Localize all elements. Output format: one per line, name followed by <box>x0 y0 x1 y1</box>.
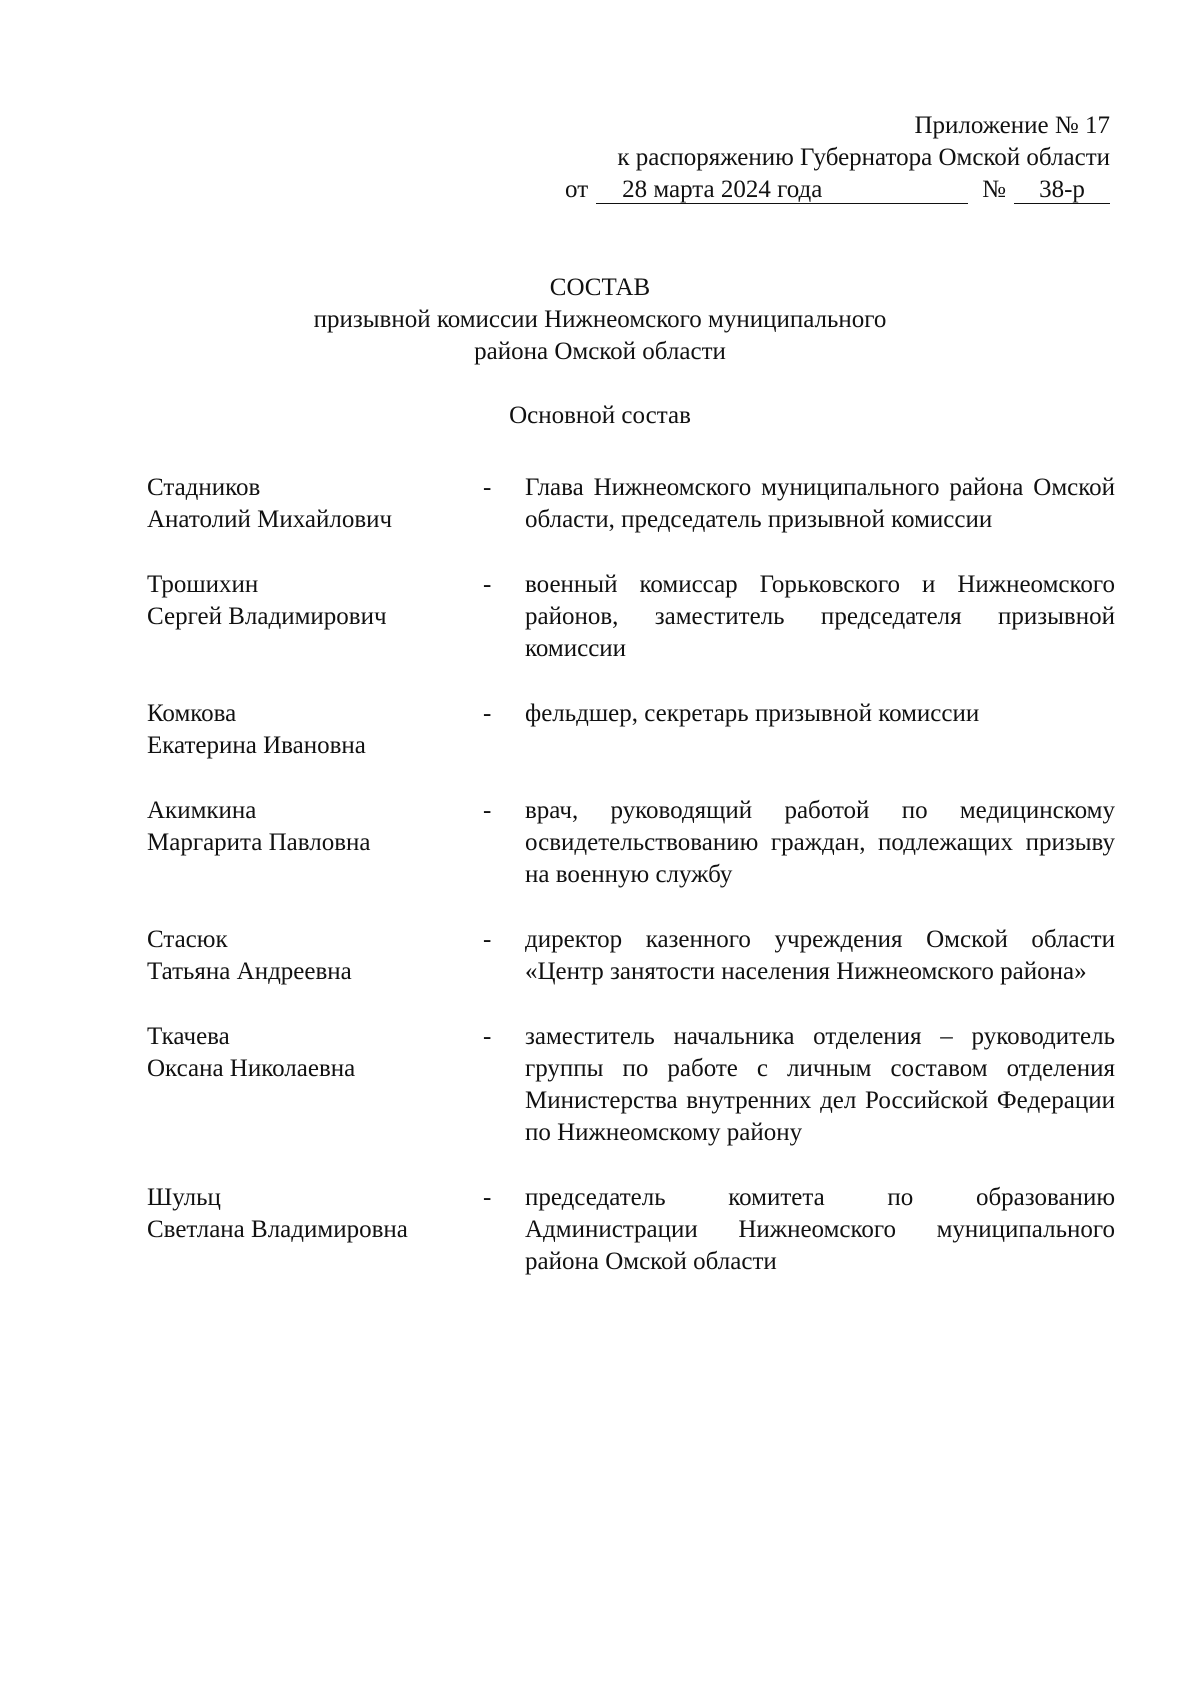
member-given-names: Светлана Владимировна <box>147 1216 408 1243</box>
member-surname: Стадников <box>147 474 261 501</box>
order-number: 38-р <box>1014 177 1110 204</box>
number-sign: № <box>982 176 1006 203</box>
order-date: 28 марта 2024 года <box>596 177 968 204</box>
member-dash: - <box>483 926 492 953</box>
member-row <box>147 924 1115 988</box>
member-name <box>147 472 477 536</box>
member-role: врач, руководящий работой по медицинскому освидетельствованию граждан, подлежащих призыву на военную службу <box>525 797 1115 888</box>
member-surname: Акимкина <box>147 797 257 824</box>
member-dash: - <box>483 797 492 824</box>
member-surname: Шульц <box>147 1184 221 1211</box>
appendix-header <box>510 110 1110 206</box>
member-name <box>147 924 477 988</box>
member-surname: Комкова <box>147 700 237 727</box>
member-surname: Стасюк <box>147 926 228 953</box>
member-row <box>147 1021 1115 1149</box>
title-line-1: призывной комиссии Нижнеомского муниципального <box>313 306 887 333</box>
member-given-names: Екатерина Ивановна <box>147 732 366 759</box>
member-dash: - <box>483 700 492 727</box>
member-role: военный комиссар Горьковского и Нижнеомского районов, заместитель председателя призывной комиссии <box>525 571 1115 662</box>
title-line-2: района Омской области <box>474 338 726 365</box>
member-row <box>147 472 1115 536</box>
member-given-names: Маргарита Павловна <box>147 829 371 856</box>
member-dash: - <box>483 1184 492 1211</box>
member-row <box>147 698 1107 762</box>
member-surname: Трошихин <box>147 571 259 598</box>
member-role: Глава Нижнеомского муниципального района Омской области, председатель призывной комиссии <box>525 474 1115 533</box>
member-name <box>147 1021 477 1085</box>
member-dash: - <box>483 1023 492 1050</box>
member-role: заместитель начальника отделения – руководитель группы по работе с личным составом отделения Министерства внутренних дел Российской Федерации по Нижнеомскому району <box>525 1023 1115 1146</box>
order-date-number-line <box>510 174 1110 206</box>
appendix-number: Приложение № 17 <box>914 112 1110 139</box>
member-name <box>147 1182 477 1246</box>
member-dash: - <box>483 571 492 598</box>
member-role: председатель комитета по образованию Администрации Нижнеомского муниципального района Омской области <box>525 1184 1115 1275</box>
section-heading: Основной состав <box>509 402 691 429</box>
members-list <box>147 472 1115 1278</box>
date-prefix: от <box>565 176 589 203</box>
member-name <box>147 698 477 762</box>
member-row <box>147 1182 1115 1278</box>
document-title <box>0 272 1200 368</box>
member-name <box>147 795 477 859</box>
member-row <box>147 569 1115 665</box>
member-name <box>147 569 477 633</box>
member-role: директор казенного учреждения Омской области «Центр занятости населения Нижнеомского района» <box>525 926 1115 985</box>
member-row <box>147 795 1115 891</box>
member-given-names: Анатолий Михайлович <box>147 506 393 533</box>
title-main: СОСТАВ <box>549 274 651 301</box>
member-dash: - <box>483 474 492 501</box>
member-surname: Ткачева <box>147 1023 230 1050</box>
member-given-names: Татьяна Андреевна <box>147 958 352 985</box>
member-given-names: Сергей Владимирович <box>147 603 387 630</box>
member-given-names: Оксана Николаевна <box>147 1055 356 1082</box>
member-role: фельдшер, секретарь призывной комиссии <box>525 700 980 727</box>
order-reference: к распоряжению Губернатора Омской области <box>617 144 1110 171</box>
